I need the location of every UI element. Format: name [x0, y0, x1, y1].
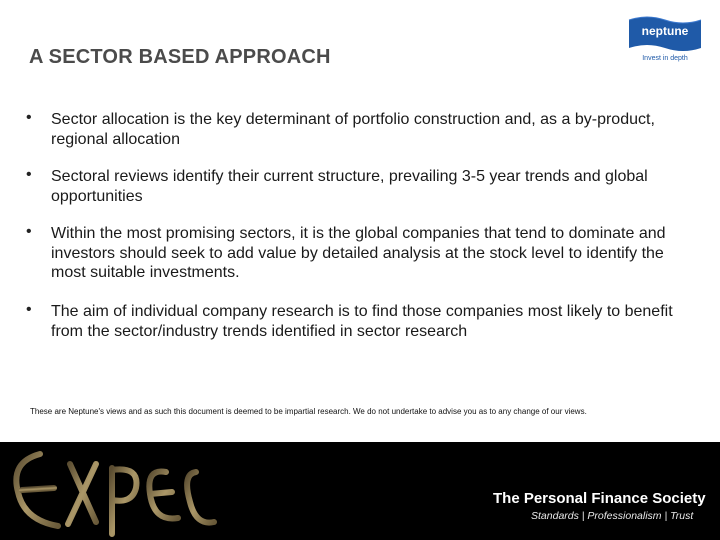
personal-finance-society-logo: [485, 488, 715, 528]
bullet-marker: •: [26, 301, 32, 318]
bullet-marker: •: [26, 109, 32, 126]
bullet-text: Sector allocation is the key determinant of portfolio construction and, as a by-product, regional allocation: [51, 111, 655, 148]
expect-emblem: [0, 442, 230, 540]
logo-wordmark: neptune: [641, 24, 689, 38]
bullet-marker: •: [26, 223, 32, 240]
bullet-text: Within the most promising sectors, it is the global companies that tend to dominate and investors should seek to add value by detailed analysis at the stock level to identify the most suitable investments.: [51, 225, 666, 281]
bullet-text: Sectoral reviews identify their current structure, prevailing 3-5 year trends and global opportunities: [51, 168, 648, 205]
bullet-marker: •: [26, 166, 32, 183]
logo-tagline: Invest in depth: [642, 55, 688, 62]
society-tagline: Standards | Professionalism | Trust: [531, 510, 694, 522]
society-name: The Personal Finance Society: [493, 490, 706, 507]
disclaimer-text: These are Neptune's views and as such this document is deemed to be impartial research. We do not undertake to advise you as to any change of our views.: [30, 407, 587, 416]
bullet-text: The aim of individual company research is to find those companies most likely to benefit from the sector/industry trends identified in sector research: [51, 303, 673, 340]
slide-title: A SECTOR BASED APPROACH: [29, 46, 331, 68]
neptune-logo: [627, 14, 703, 66]
